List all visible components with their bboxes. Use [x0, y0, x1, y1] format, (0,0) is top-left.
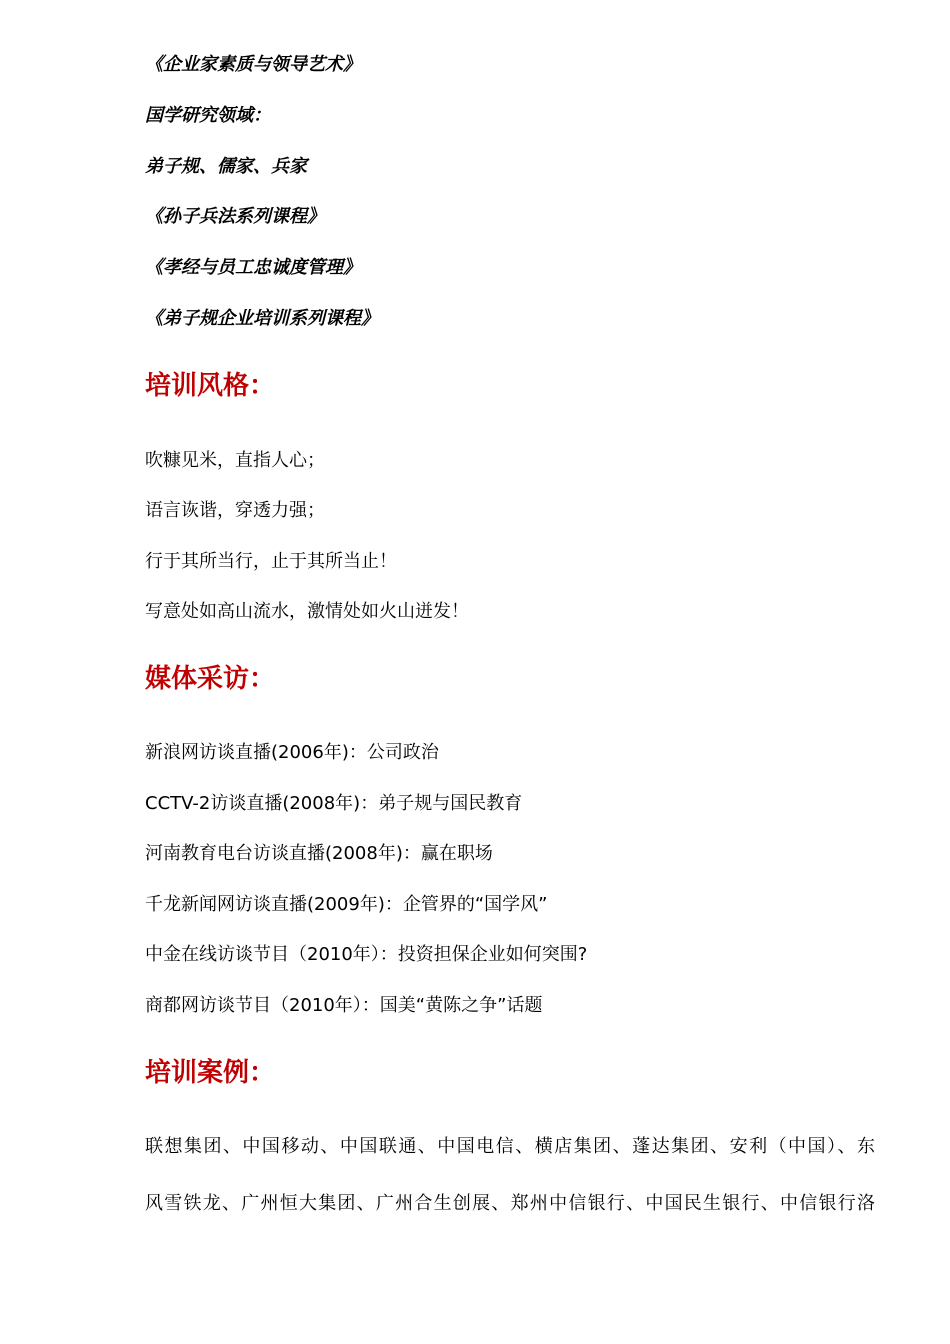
- style-line: 语言诙谐，穿透力强；: [145, 500, 325, 521]
- section-heading-cases: 培训案例：: [145, 1058, 276, 1088]
- media-line: 中金在线访谈节目（2010年）：投资担保企业如何突围?: [145, 944, 588, 965]
- style-line: 吹糠见米，直指人心；: [145, 450, 325, 471]
- cases-line: 联想集团、中国移动、中国联通、中国电信、横店集团、蓬达集团、安利（中国）、东: [145, 1136, 875, 1157]
- course-title: 《企业家素质与领导艺术》: [145, 54, 361, 75]
- research-field-list: 弟子规、儒家、兵家: [145, 156, 307, 177]
- course-title: 《弟子规企业培训系列课程》: [145, 308, 379, 329]
- style-line: 写意处如高山流水，激情处如火山迸发！: [145, 601, 469, 622]
- media-line: 河南教育电台访谈直播(2008年)：赢在职场: [145, 843, 493, 864]
- cases-line: 风雪铁龙、广州恒大集团、广州合生创展、郑州中信银行、中国民生银行、中信银行洛: [145, 1193, 875, 1214]
- media-line: CCTV-2访谈直播(2008年)：弟子规与国民教育: [145, 793, 523, 814]
- media-line: 商都网访谈节目（2010年）：国美“黄陈之争”话题: [145, 995, 543, 1016]
- research-field-label: 国学研究领域：: [145, 105, 271, 126]
- media-line: 千龙新闻网访谈直播(2009年)：企管界的“国学风”: [145, 894, 548, 915]
- section-heading-media: 媒体采访：: [145, 664, 276, 694]
- media-line: 新浪网访谈直播(2006年)：公司政治: [145, 742, 439, 763]
- course-title: 《孝经与员工忠诚度管理》: [145, 257, 361, 278]
- style-line: 行于其所当行，止于其所当止！: [145, 551, 397, 572]
- course-title: 《孙子兵法系列课程》: [145, 206, 325, 227]
- section-heading-style: 培训风格：: [145, 371, 276, 401]
